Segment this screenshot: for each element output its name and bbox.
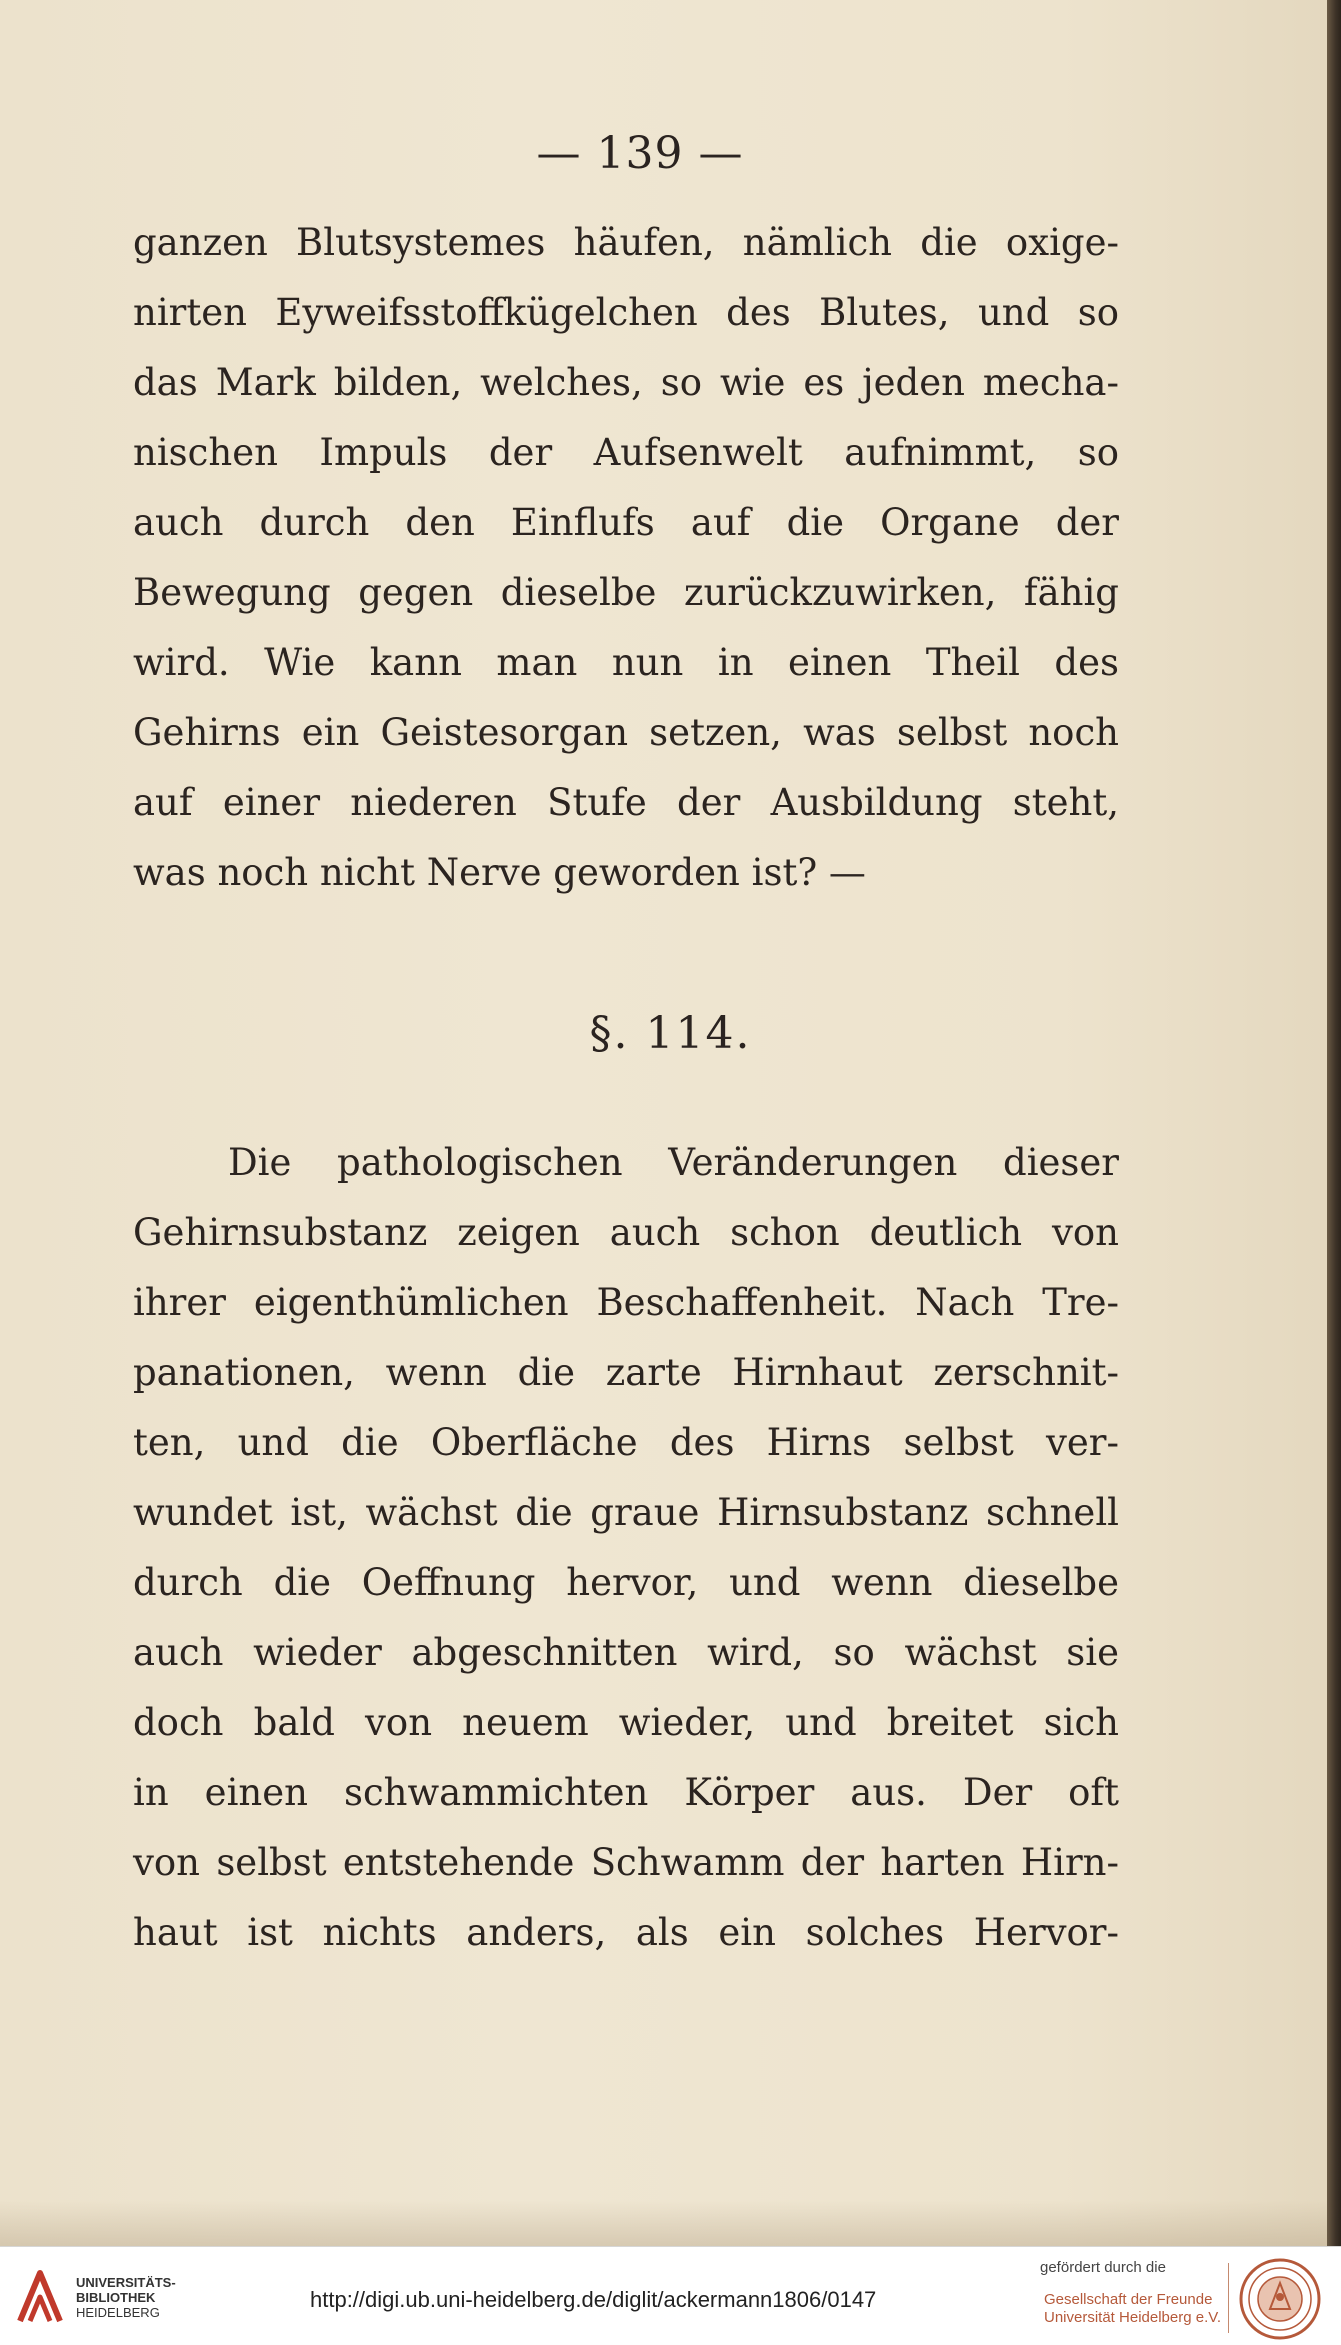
page-spine-edge — [1327, 0, 1341, 2246]
text-line: auch durch den Einflufs auf die Organe der — [133, 501, 1119, 544]
footer-bar — [0, 2246, 1341, 2345]
text-line: nirten Eyweifsstoffkügelchen des Blutes, und so — [133, 291, 1119, 334]
text-line: nischen Impuls der Aufsenwelt aufnimmt, so — [133, 431, 1119, 474]
text-line: Bewegung gegen dieselbe zurückzuwirken, fähig — [133, 571, 1119, 614]
text-line: ten, und die Oberfläche des Hirns selbst ver- — [133, 1421, 1119, 1464]
paragraph-2 — [133, 1128, 1119, 1968]
sponsor-label: gefördert durch die — [1040, 2259, 1166, 2276]
permalink-url[interactable]: http://digi.ub.uni-heidelberg.de/diglit/ackermann1806/0147 — [310, 2287, 877, 2312]
university-library-logo-icon — [14, 2267, 66, 2329]
page-number-header: — 139 — — [536, 128, 744, 179]
text-line: ganzen Blutsystemes häufen, nämlich die oxige- — [133, 221, 1119, 264]
text-line: haut ist nichts anders, als ein solches Hervor- — [133, 1911, 1119, 1954]
text-line: in einen schwammichten Körper aus. Der oft — [133, 1771, 1119, 1814]
text-line: panationen, wenn die zarte Hirnhaut zerschnit- — [133, 1351, 1119, 1394]
text-line: was noch nicht Nerve geworden ist? — — [133, 851, 866, 894]
text-line: auf einer niederen Stufe der Ausbildung steht, — [133, 781, 1119, 824]
text-line: durch die Oeffnung hervor, und wenn dieselbe — [133, 1561, 1119, 1604]
text-line: Die pathologischen Veränderungen dieser — [228, 1141, 1119, 1184]
text-line: ihrer eigenthümlichen Beschaffenheit. Nach Tre- — [133, 1281, 1119, 1324]
text-line: auch wieder abgeschnitten wird, so wächst sie — [133, 1631, 1119, 1674]
text-line: das Mark bilden, welches, so wie es jeden mecha- — [133, 361, 1119, 404]
section-heading: §. 114. — [589, 1008, 752, 1059]
text-line: wird. Wie kann man nun in einen Theil des — [133, 641, 1119, 684]
text-line: Gehirns ein Geistesorgan setzen, was selbst noch — [133, 711, 1119, 754]
text-line: wundet ist, wächst die graue Hirnsubstanz schnell — [133, 1491, 1119, 1534]
sponsor-name: Gesellschaft der Freunde Universität Heidelberg e.V. — [1044, 2291, 1222, 2326]
text-line: Gehirnsubstanz zeigen auch schon deutlich von — [133, 1211, 1119, 1254]
text-line: doch bald von neuem wieder, und breitet sich — [133, 1701, 1119, 1744]
university-seal-icon — [1238, 2257, 1322, 2341]
library-name: UNIVERSITÄTS- BIBLIOTHEK HEIDELBERG — [76, 2275, 176, 2320]
sponsor-divider — [1228, 2263, 1229, 2333]
paragraph-1 — [133, 208, 1119, 908]
page-bottom-shade — [0, 2200, 1327, 2246]
text-line: von selbst entstehende Schwamm der harten Hirn- — [133, 1841, 1119, 1884]
